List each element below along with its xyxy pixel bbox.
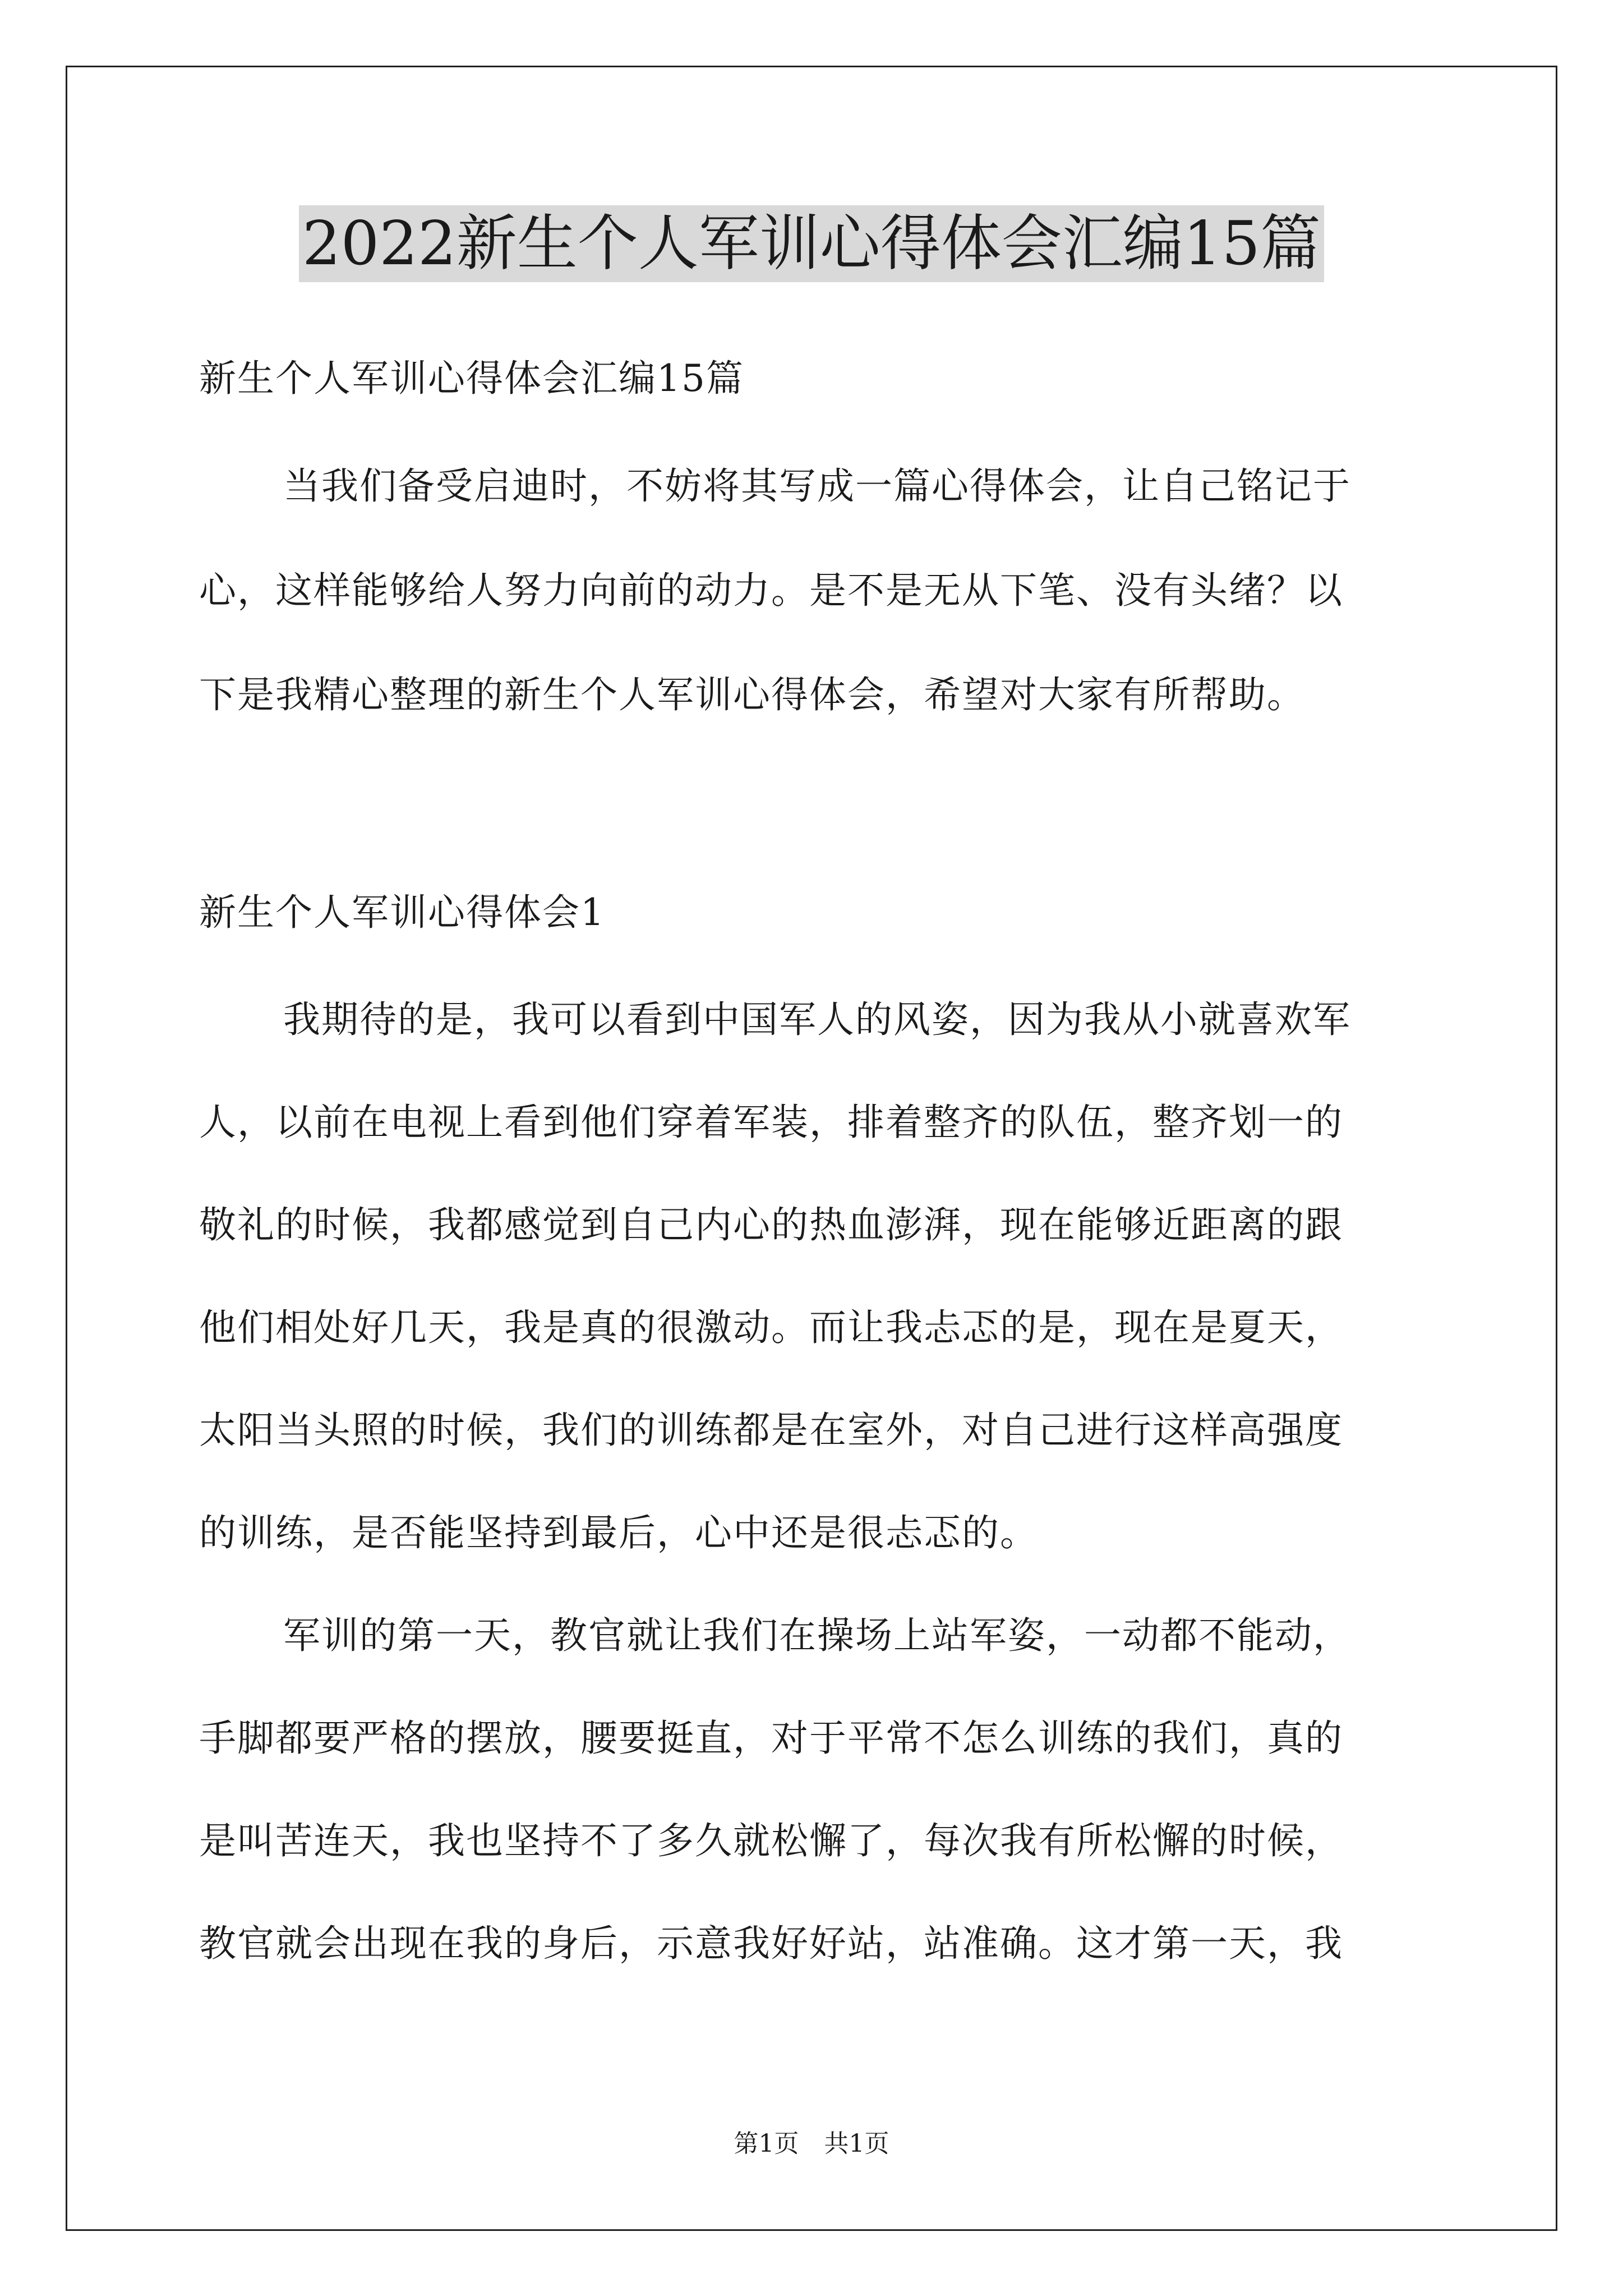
paragraph-line: 的训练，是否能坚持到最后，心中还是很忐忑的。 [199,1511,1038,1554]
paragraph-line: 人，以前在电视上看到他们穿着军装，排着整齐的队伍，整齐划一的 [199,1101,1343,1144]
paragraph-line: 当我们备受启迪时，不妨将其写成一篇心得体会，让自己铭记于 [283,464,1351,508]
paragraph-line: 他们相处好几天，我是真的很激动。而让我忐忑的是，现在是夏天， [199,1306,1343,1349]
document-title [0,202,1623,286]
paragraph-line: 太阳当头照的时候，我们的训练都是在室外，对自己进行这样高强度 [199,1409,1343,1452]
document-title-text: 2022新生个人军训心得体会汇编15篇 [299,205,1324,282]
paragraph-line: 军训的第一天，教官就让我们在操场上站军姿，一动都不能动， [283,1614,1351,1657]
page-footer [0,2127,1623,2161]
paragraph-line: 下是我精心整理的新生个人军训心得体会，希望对大家有所帮助。 [199,673,1305,716]
section-heading: 新生个人军训心得体会1 [199,891,605,934]
paragraph-line: 是叫苦连天，我也坚持不了多久就松懈了，每次我有所松懈的时候， [199,1819,1343,1862]
subtitle-line: 新生个人军训心得体会汇编15篇 [199,357,744,400]
paragraph-line: 敬礼的时候，我都感觉到自己内心的热血澎湃，现在能够近距离的跟 [199,1203,1343,1246]
paragraph-line: 教官就会出现在我的身后，示意我好好站，站准确。这才第一天，我 [199,1922,1343,1965]
paragraph-line: 心，这样能够给人努力向前的动力。是不是无从下笔、没有头绪？以 [199,569,1343,612]
page-number: 第1页 [734,2129,799,2158]
page-total: 共1页 [824,2129,889,2158]
paragraph-line: 我期待的是，我可以看到中国军人的风姿，因为我从小就喜欢军 [283,998,1351,1041]
paragraph-line: 手脚都要严格的摆放，腰要挺直，对于平常不怎么训练的我们，真的 [199,1717,1343,1760]
